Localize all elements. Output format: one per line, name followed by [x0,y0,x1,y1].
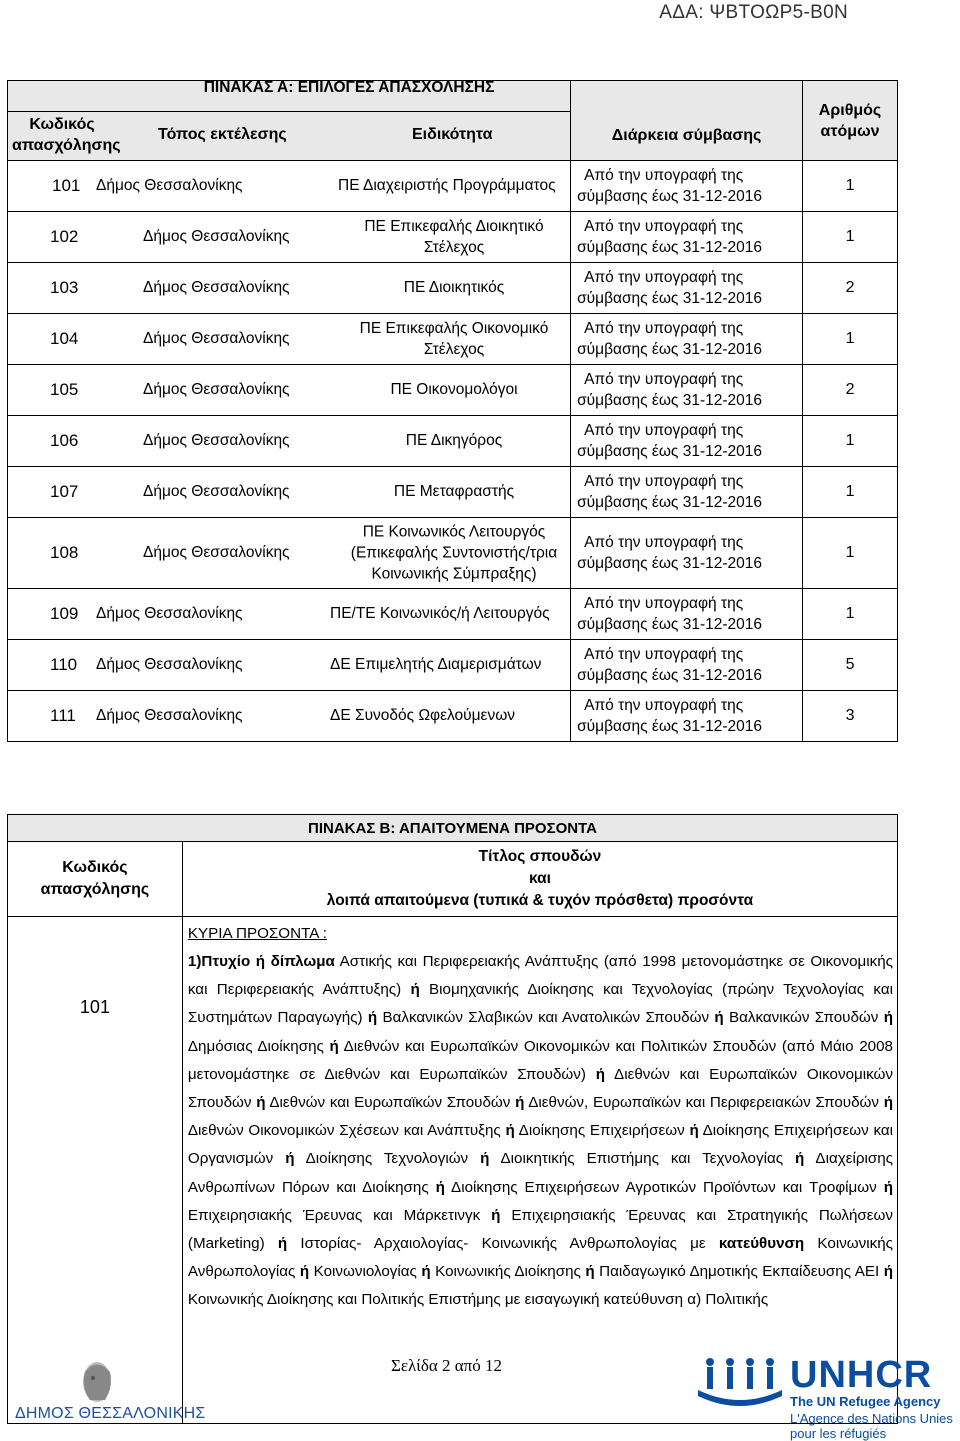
duration-line2: σύμβασης έως 31-12-2016 [577,239,762,256]
location: Δήμος Θεσσαλονίκης [143,228,290,245]
emphasis-text: ή [689,1122,699,1140]
job-code: 105 [50,380,79,399]
specialty: ΠΕ Οικονομολόγοι [390,381,518,398]
col-code-header: Κωδικός απασχόλησης [12,116,121,154]
emphasis-text: ή [329,1037,339,1055]
count: 1 [845,432,855,449]
body-text: Ιστορίας- Αρχαιολογίας- Κοινωνικής Ανθρωπολογίας με [287,1235,719,1253]
emphasis-text: ή [883,1263,893,1281]
count: 1 [845,605,855,622]
body-text: Κοινωνικής Διοίκησης και Πολιτικής Επιστήμης με εισαγωγική κατεύθυνση α) Πολιτικής [187,1291,769,1309]
col-title-line3: λοιπά απαιτούμενα (τυπικά & τυχόν πρόσθετα) προσόντα [326,892,754,909]
count: 1 [845,228,855,245]
emphasis-text: ή [299,1263,310,1281]
body-text: Διαχείρισης Ανθρωπίνων Πόρων και Διοίκησης [187,1150,893,1196]
job-code: 108 [50,543,79,562]
body-text: Αστικής και Περιφερειακής Ανάπτυξης (από 1998 μετονομάστηκε σε Οικονομικής και Περιφερειακής Ανάπτυξης) [187,953,893,999]
emphasis-text: ή [883,1009,893,1027]
specialty: ΠΕ Δικηγόρος [405,432,503,449]
qualifications-text [188,948,893,1315]
body-text: Διοίκησης Τεχνολογιών [294,1150,481,1168]
location: Δήμος Θεσσαλονίκης [143,330,290,347]
table-row [8,212,898,263]
body-text: Διεθνών και Ευρωπαϊκών Οικονομικών και Πολιτικών Σπουδών (από Μάιο 2008 μετονομάστηκε σε Διεθνών και Ευρωπαϊκών Σπουδών) [187,1037,893,1083]
job-code: 103 [50,278,79,297]
job-code: 102 [50,227,79,246]
unhcr-english-subtitle: The UN Refugee Agency [790,1394,941,1409]
job-code: 101 [52,176,81,195]
job-code: 104 [50,329,79,348]
body-text: Διεθνών Οικονομικών Σχέσεων και Ανάπτυξης [187,1122,506,1140]
count: 5 [845,656,855,673]
body-text: Διεθνών, Ευρωπαϊκών και Περιφερειακών Σπουδών [524,1094,884,1112]
duration-line1: Από την υπογραφή της [584,320,744,337]
body-text: Διοίκησης Επιχειρήσεων και Οργανισμών [187,1122,894,1168]
body-text: Βαλκανικών Σπουδών [723,1009,884,1027]
specialty: ΠΕ Μεταφραστής [393,483,515,500]
body-text: Διεθνών και Ευρωπαϊκών Οικονομικών Σπουδών [187,1065,893,1112]
col-code-header-b: Κωδικός απασχόλησης [40,859,150,898]
emphasis-text: ή [367,1009,378,1027]
col-title-line2: και [528,870,551,887]
count: 1 [845,544,855,561]
table-b-title: ΠΙΝΑΚΑΣ Β: ΑΠΑΙΤΟΥΜΕΝΑ ΠΡΟΣΟΝΤΑ [308,819,597,837]
specialty: ΠΕ Κοινωνικός Λειτουργός (Επικεφαλής Συντονιστής/τρια Κοινωνικής Σύμπραξης) [350,523,558,583]
location: Δήμος Θεσσαλονίκης [96,656,243,673]
emphasis-text: κατεύθυνση [718,1235,805,1253]
count: 1 [845,483,855,500]
unhcr-name: UNHCR [790,1354,933,1396]
emphasis-text: ή [277,1235,288,1253]
emphasis-text: ή [714,1009,724,1027]
duration-line2: σύμβασης έως 31-12-2016 [577,494,762,511]
emphasis-text: ή [421,1263,431,1281]
main-qualifications-label: ΚΥΡΙΑ ΠΡΟΣΟΝΤΑ : [187,925,327,942]
emphasis-text: ή [505,1122,515,1140]
specialty: ΠΕ Διαχειριστής Προγράμματος [338,177,556,194]
table-row [8,467,898,518]
specialty: ΔΕ Επιμελητής Διαμερισμάτων [330,656,542,673]
emphasis-text: ή [585,1263,595,1281]
emphasis-text: ή [491,1206,501,1224]
specialty: ΠΕ Διοικητικός [403,279,505,296]
ada-code: ΑΔΑ: ΨΒΤΟΩΡ5-Β0Ν [659,2,848,23]
duration-line2: σύμβασης έως 31-12-2016 [577,443,762,460]
table-row [8,161,898,212]
body-text: Επιχειρησιακής Έρευνας και Μάρκετινγκ [187,1206,492,1224]
body-text: Διεθνών και Ευρωπαϊκών Σπουδών [265,1094,516,1112]
duration-line2: σύμβασης έως 31-12-2016 [577,616,762,633]
location: Δήμος Θεσσαλονίκης [96,605,243,622]
emphasis-text: 1)Πτυχίο ή δίπλωμα [187,953,335,970]
location: Δήμος Θεσσαλονίκης [143,381,290,398]
job-code: 111 [50,706,76,725]
page-number: Σελίδα 2 από 12 [391,1356,503,1375]
emphasis-text: ή [515,1094,525,1112]
table-row [8,314,898,365]
col-count-header: Αριθμός ατόμων [818,101,882,140]
duration-line2: σύμβασης έως 31-12-2016 [577,341,762,358]
table-row [8,518,898,589]
specialty: ΔΕ Συνοδός Ωφελούμενων [330,707,516,724]
body-text: Δημόσιας Διοίκησης [187,1037,330,1055]
count: 2 [845,381,855,398]
count: 1 [845,177,855,194]
duration-line2: σύμβασης έως 31-12-2016 [577,290,762,307]
table-row [8,589,898,640]
specialty: ΠΕ Επικεφαλής Διοικητικό Στέλεχος [364,218,544,256]
body-text: Κοινωνιολογίας [309,1263,422,1281]
col-specialty-header: Ειδικότητα [412,126,493,143]
emphasis-text: ή [285,1150,295,1168]
location: Δήμος Θεσσαλονίκης [96,177,243,194]
table-row [8,640,898,691]
body-text: Κοινωνικής Διοίκησης [430,1263,586,1281]
location: Δήμος Θεσσαλονίκης [96,707,243,724]
body-text: Διοίκησης Επιχειρήσεων [514,1122,690,1140]
duration-line2: σύμβασης έως 31-12-2016 [577,718,762,735]
duration-line1: Από την υπογραφή της [584,595,744,612]
table-row [8,263,898,314]
duration-line1: Από την υπογραφή της [584,646,744,663]
body-text: Βιομηχανικής Διοίκησης και Τεχνολογίας (πρώην Τεχνολογίας και Συστημάτων Παραγωγής) [187,981,893,1027]
body-text: Διοικητικής Επιστήμης και Τεχνολογίας [489,1150,796,1168]
emphasis-text: ή [256,1094,266,1112]
emphasis-text: ή [795,1150,805,1168]
table-row [8,691,898,742]
row-code-b: 101 [79,997,110,1017]
location: Δήμος Θεσσαλονίκης [143,483,290,500]
body-text: Βαλκανικών Σλαβικών και Ανατολικών Σπουδών [377,1009,715,1027]
emphasis-text: ή [410,981,420,999]
body-text: Επιχειρησιακής Έρευνας και Στρατηγικής Πωλήσεων (Marketing) [187,1206,893,1253]
duration-line2: σύμβασης έως 31-12-2016 [577,188,762,205]
job-code: 107 [50,482,79,501]
specialty: ΠΕ Επικεφαλής Οικονομικό Στέλεχος [359,320,549,358]
duration-line1: Από την υπογραφή της [584,269,744,286]
duration-line1: Από την υπογραφή της [584,473,744,490]
job-code: 109 [50,604,79,623]
count: 2 [845,279,855,296]
table-a [7,80,898,742]
duration-line1: Από την υπογραφή της [584,422,744,439]
emphasis-text: ή [595,1065,606,1083]
duration-line1: Από την υπογραφή της [584,371,744,388]
unhcr-french-subtitle: L'Agence des Nations Unies pour les réfugiés [790,1411,953,1441]
body-text: Διοίκησης Επιχειρήσεων Αγροτικών Προϊόντων και Τροφίμων [444,1178,884,1196]
duration-line1: Από την υπογραφή της [584,218,744,235]
table-row [8,365,898,416]
dimos-logo-text: ΔΗΜΟΣ ΘΕΣΣΑΛΟΝΙΚΗΣ [15,1405,206,1422]
col-duration-header: Διάρκεια σύμβασης [611,126,762,144]
specialty: ΠΕ/ΤΕ Κοινωνικός/ή Λειτουργός [330,605,550,622]
job-code: 110 [50,655,78,674]
duration-line2: σύμβασης έως 31-12-2016 [577,392,762,409]
table-a-title-text: ΠΙΝΑΚΑΣ Α: ΕΠΙΛΟΓΕΣ ΑΠΑΣΧΟΛΗΣΗΣ [203,79,495,96]
table-row [8,416,898,467]
count: 1 [845,330,855,347]
location: Δήμος Θεσσαλονίκης [143,544,290,561]
location: Δήμος Θεσσαλονίκης [143,279,290,296]
body-text: Κοινωνικής Ανθρωπολογίας [187,1235,893,1281]
duration-line1: Από την υπογραφή της [584,167,744,184]
body-text: Παιδαγωγικό Δημοτικής Εκπαίδευσης ΑΕΙ [594,1263,884,1281]
duration-line2: σύμβασης έως 31-12-2016 [577,555,762,572]
duration-line2: σύμβασης έως 31-12-2016 [577,667,762,684]
table-b [7,814,898,1424]
duration-line1: Από την υπογραφή της [584,697,744,714]
col-title-line1: Τίτλος σπουδών [478,848,602,865]
emphasis-text: ή [480,1150,490,1168]
emphasis-text: ή [435,1178,445,1196]
count: 3 [845,707,855,724]
emphasis-text: ή [883,1094,893,1112]
location: Δήμος Θεσσαλονίκης [143,432,290,449]
job-code: 106 [50,431,79,450]
duration-line1: Από την υπογραφή της [584,534,744,551]
emphasis-text: ή [883,1178,894,1196]
col-location-header: Τόπος εκτέλεσης [158,126,287,143]
